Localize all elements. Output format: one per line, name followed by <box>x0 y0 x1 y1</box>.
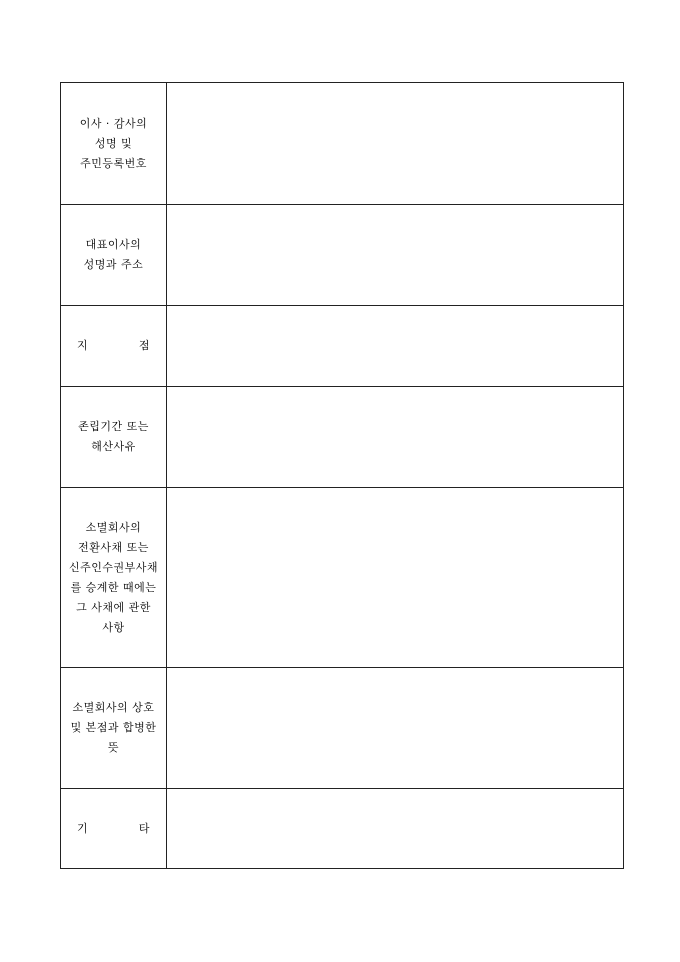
label-directors-auditors <box>61 83 167 205</box>
field-directors-auditors[interactable] <box>167 83 624 205</box>
label-line: 성명 및 <box>94 136 133 150</box>
label-line: 소멸회사의 상호 <box>72 701 155 714</box>
label-representative-director <box>61 205 167 306</box>
label-other <box>61 789 167 869</box>
label-line: 전환사채 또는 <box>78 540 149 554</box>
label-line: 주민등록번호 <box>80 156 147 170</box>
row-directors-auditors <box>61 83 624 205</box>
label-line: 를 승계한 때에는 <box>70 580 157 594</box>
registration-form-table <box>60 82 624 869</box>
label-merger-trade-name <box>61 668 167 789</box>
field-duration-dissolution[interactable] <box>167 387 624 488</box>
label-branch <box>61 306 167 387</box>
label-char: 점 <box>138 339 150 352</box>
label-line: 이사 · 감사의 <box>79 116 148 130</box>
label-char: 지 <box>77 339 89 352</box>
row-bonds-succession <box>61 488 624 668</box>
field-representative-director[interactable] <box>167 205 624 306</box>
label-duration-dissolution <box>61 387 167 488</box>
field-bonds-succession[interactable] <box>167 488 624 668</box>
label-line: 신주인수권부사채 <box>68 560 158 574</box>
field-merger-trade-name[interactable] <box>167 668 624 789</box>
label-char: 기 <box>77 821 89 835</box>
label-line: 성명과 주소 <box>83 258 144 271</box>
label-line: 해산사유 <box>91 440 136 453</box>
row-other <box>61 789 624 869</box>
row-merger-trade-name <box>61 668 624 789</box>
label-line: 사항 <box>102 620 125 634</box>
row-representative-director <box>61 205 624 306</box>
label-line: 존립기간 또는 <box>78 420 149 433</box>
label-line: 및 본점과 합병한 <box>70 721 157 734</box>
row-duration-dissolution <box>61 387 624 488</box>
label-line: 소멸회사의 <box>85 520 142 534</box>
field-branch[interactable] <box>167 306 624 387</box>
label-bonds-succession <box>61 488 167 668</box>
field-other[interactable] <box>167 789 624 869</box>
row-branch <box>61 306 624 387</box>
label-line: 그 사채에 관한 <box>76 600 151 614</box>
label-line: 뜻 <box>107 741 120 754</box>
label-line: 대표이사의 <box>85 238 142 251</box>
label-char: 타 <box>138 821 150 835</box>
